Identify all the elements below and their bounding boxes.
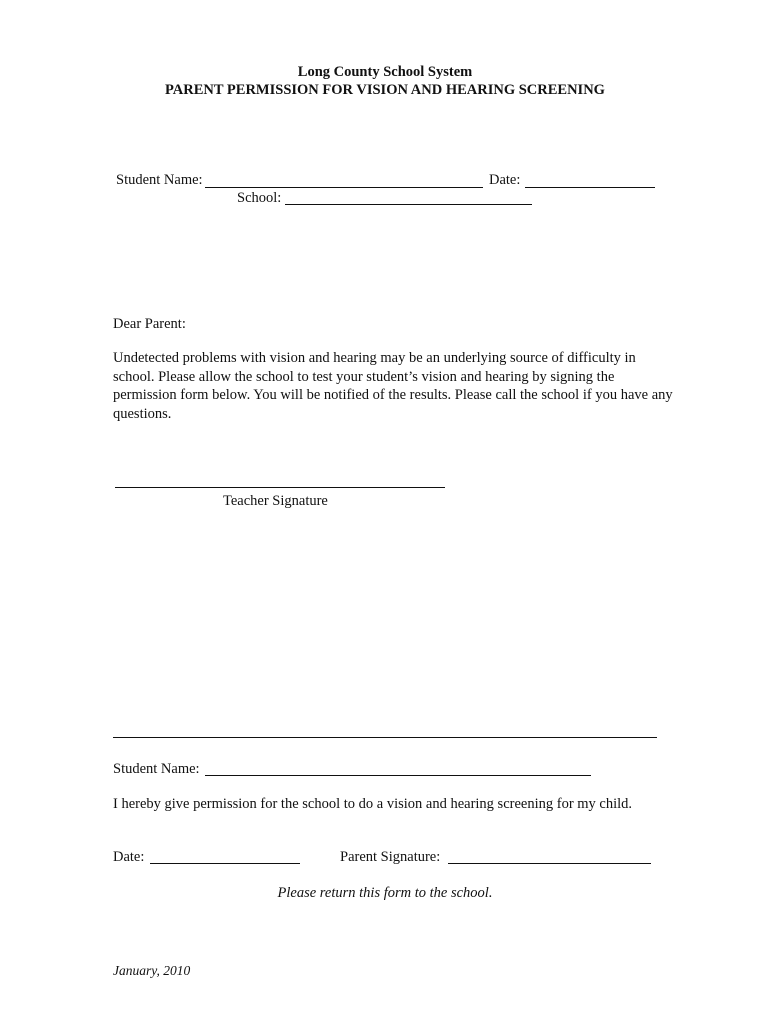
bottom-date-label: Date: bbox=[113, 849, 145, 865]
date-field[interactable] bbox=[525, 187, 655, 188]
organization-name: Long County School System bbox=[297, 64, 473, 80]
date-label: Date: bbox=[489, 172, 521, 188]
school-label: School: bbox=[237, 190, 282, 206]
letter-body: Undetected problems with vision and hearing may be an underlying source of difficulty in school. Please allow the school to test your student’s vision and hearing by signing the permission form below. You will be notified of the results. Please call the school if you have any questions. bbox=[113, 350, 673, 422]
bottom-student-name-field[interactable] bbox=[205, 775, 591, 776]
bottom-date-field[interactable] bbox=[150, 863, 300, 864]
greeting: Dear Parent: bbox=[113, 316, 186, 332]
teacher-signature-line[interactable] bbox=[115, 487, 445, 488]
school-field[interactable] bbox=[285, 204, 532, 205]
student-name-field[interactable] bbox=[205, 187, 483, 188]
parent-signature-label: Parent Signature: bbox=[340, 849, 441, 865]
bottom-student-name-label: Student Name: bbox=[113, 761, 200, 777]
section-divider bbox=[113, 737, 657, 738]
permission-statement: I hereby give permission for the school to do a vision and hearing screening for my child. bbox=[113, 796, 633, 812]
return-note: Please return this form to the school. bbox=[277, 885, 493, 901]
teacher-signature-label: Teacher Signature bbox=[223, 493, 328, 509]
revision-date: January, 2010 bbox=[113, 963, 191, 978]
student-name-label: Student Name: bbox=[116, 172, 203, 188]
form-title: PARENT PERMISSION FOR VISION AND HEARING SCREENING bbox=[165, 82, 605, 98]
parent-signature-field[interactable] bbox=[448, 863, 651, 864]
